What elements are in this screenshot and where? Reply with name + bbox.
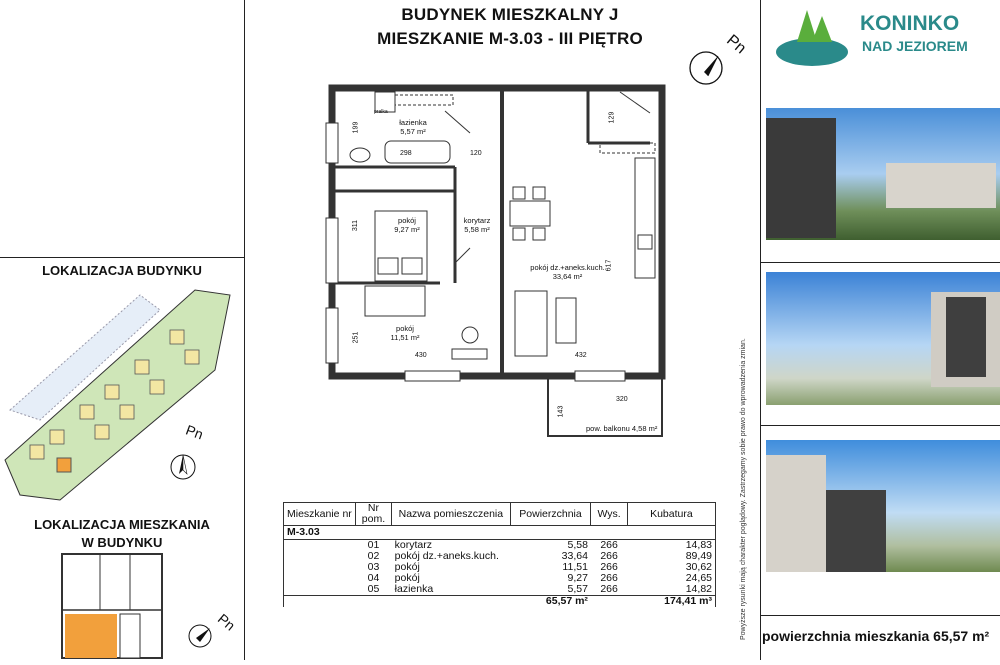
dim-432: 432 bbox=[575, 352, 587, 359]
dim-129: 129 bbox=[608, 111, 616, 124]
cell-height: 266 bbox=[600, 539, 618, 551]
room-area-bathroom: 5,57 m² bbox=[400, 127, 426, 136]
north-label-site: Pn bbox=[183, 421, 206, 443]
cell-nr: 05 bbox=[367, 583, 380, 595]
photo-separator-2 bbox=[760, 425, 1000, 426]
compass-building bbox=[186, 622, 214, 650]
cell-height: 266 bbox=[600, 572, 618, 584]
cell-name: pokój dz.+aneks.kuch. bbox=[394, 550, 499, 562]
room-area-room2: 11,51 m² bbox=[390, 333, 420, 342]
col-volume: Kubatura bbox=[627, 503, 715, 526]
col-flat-nr: Mieszkanie nr bbox=[284, 503, 356, 526]
location-flat-title-line1: LOKALIZACJA MIESZKANIA bbox=[34, 517, 210, 532]
cell-height: 266 bbox=[600, 550, 618, 562]
dim-298: 298 bbox=[400, 150, 412, 157]
table-flat-row bbox=[284, 526, 716, 540]
photo-separator-3 bbox=[760, 615, 1000, 616]
dim-320: 320 bbox=[616, 396, 628, 403]
location-building-title: LOKALIZACJA BUDYNKU bbox=[42, 263, 202, 278]
cell-name: pokój bbox=[394, 572, 420, 584]
logo-line1: KONINKO bbox=[860, 12, 960, 35]
room-name-bedroom: pokój bbox=[398, 216, 416, 225]
cell-volume: 89,49 bbox=[627, 551, 715, 562]
col-room-name: Nazwa pomieszczenia bbox=[392, 503, 510, 526]
table-header-row bbox=[284, 503, 716, 526]
cell-area: 11,51 bbox=[562, 561, 588, 573]
col-area: Powierzchnia bbox=[510, 503, 591, 526]
cell-height: 266 bbox=[600, 561, 618, 573]
compass-icon-site bbox=[168, 452, 198, 482]
page-title-line2: MIESZKANIE M-3.03 - III PIĘTRO bbox=[377, 29, 643, 48]
dim-311: 311 bbox=[352, 219, 360, 232]
building-plan-mini bbox=[60, 552, 170, 660]
room-name-living: pokój dz.+aneks.kuch. bbox=[530, 263, 605, 272]
north-label-top: Pn bbox=[723, 31, 750, 58]
left-divider bbox=[244, 0, 245, 660]
building-photo-2 bbox=[766, 272, 1000, 405]
room-label-living bbox=[520, 263, 615, 281]
total-volume: 174,41 m³ bbox=[627, 596, 715, 608]
room-label-balcony bbox=[586, 424, 656, 433]
cell-nr: 02 bbox=[367, 550, 380, 562]
cell-height: 266 bbox=[600, 583, 618, 595]
table-row bbox=[284, 584, 716, 596]
cell-nr: 04 bbox=[367, 572, 380, 584]
logo-line2: NAD JEZIOREM bbox=[862, 38, 968, 54]
pralka-label: pralka bbox=[374, 109, 388, 115]
cell-nr: 03 bbox=[367, 561, 380, 573]
cell-name: łazienka bbox=[394, 583, 434, 595]
right-divider bbox=[760, 0, 761, 660]
room-area-corridor: 5,58 m² bbox=[464, 225, 490, 234]
table-row bbox=[284, 540, 716, 552]
col-height: Wys. bbox=[591, 503, 627, 526]
location-flat-title-line2: W BUDYNKU bbox=[81, 535, 163, 550]
page-title-line1: BUDYNEK MIESZKALNY J bbox=[401, 5, 619, 24]
room-label-corridor bbox=[452, 216, 502, 234]
col-room-nr: Nr pom. bbox=[355, 503, 391, 526]
cell-area: 9,27 bbox=[567, 572, 588, 584]
compass-icon-building bbox=[186, 622, 214, 650]
flat-area-total: powierzchnia mieszkania 65,57 m² bbox=[762, 628, 990, 644]
table-row bbox=[284, 573, 716, 584]
room-label-bedroom bbox=[382, 216, 432, 234]
flat-id: M-3.03 bbox=[284, 526, 716, 540]
room-label-bathroom bbox=[388, 118, 438, 136]
cell-area: 33,64 bbox=[561, 550, 588, 562]
cell-name: korytarz bbox=[394, 539, 433, 551]
cell-name: pokój bbox=[394, 561, 420, 573]
table-row bbox=[284, 551, 716, 562]
left-panel-separator bbox=[0, 257, 244, 258]
cell-nr: 01 bbox=[367, 539, 380, 551]
room-label-room2 bbox=[380, 324, 430, 342]
dim-199: 199 bbox=[352, 121, 360, 134]
dim-617: 617 bbox=[605, 259, 613, 272]
photo-separator-1 bbox=[760, 262, 1000, 263]
room-area-bedroom: 9,27 m² bbox=[394, 225, 420, 234]
cell-area: 5,57 bbox=[567, 583, 588, 595]
logo-tree-icon bbox=[772, 2, 852, 72]
dim-251: 251 bbox=[352, 331, 360, 344]
building-photo-1 bbox=[766, 108, 1000, 240]
room-name-room2: pokój bbox=[396, 324, 414, 333]
cell-area: 5,58 bbox=[567, 539, 588, 551]
compass-north-top bbox=[686, 46, 726, 86]
cell-volume: 14,82 bbox=[627, 584, 715, 596]
cell-volume: 14,83 bbox=[627, 540, 715, 552]
room-name-bathroom: łazienka bbox=[399, 118, 427, 127]
cell-volume: 24,65 bbox=[627, 573, 715, 584]
total-area: 65,57 m² bbox=[510, 596, 591, 608]
cell-volume: 30,62 bbox=[627, 562, 715, 573]
floor-plan bbox=[320, 83, 670, 443]
room-name-balcony: pow. balkonu bbox=[586, 424, 630, 433]
dim-120: 120 bbox=[470, 150, 482, 157]
room-table bbox=[283, 502, 716, 607]
room-area-living: 33,64 m² bbox=[552, 272, 583, 281]
compass-site bbox=[168, 452, 198, 482]
compass-icon bbox=[686, 46, 726, 86]
site-map bbox=[0, 280, 244, 505]
disclaimer: Powyższe rysunki mają charakter poglądowy. Zastrzegamy sobie prawo do wprowadzenia zmian. bbox=[740, 338, 747, 640]
table-total-row bbox=[284, 596, 716, 608]
room-name-corridor: korytarz bbox=[463, 216, 491, 225]
north-label-building: Pn bbox=[214, 610, 239, 634]
table-row bbox=[284, 562, 716, 573]
building-photo-3 bbox=[766, 440, 1000, 572]
dim-143: 143 bbox=[557, 405, 565, 418]
room-area-balcony: 4,58 m² bbox=[631, 424, 658, 433]
dim-430: 430 bbox=[415, 352, 427, 359]
